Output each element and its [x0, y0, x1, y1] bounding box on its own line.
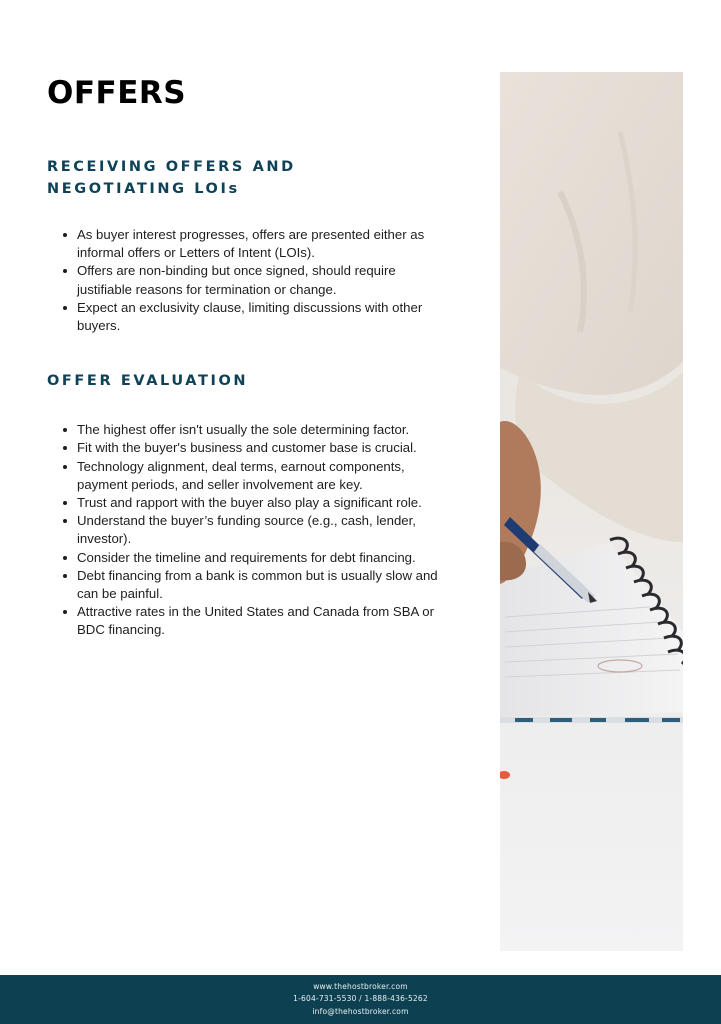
notebook-writing-illustration [500, 72, 683, 951]
section-heading-line: OFFER EVALUATION [47, 373, 249, 390]
list-item: Fit with the buyer's business and customer base is crucial. [47, 439, 449, 457]
list-item: Technology alignment, deal terms, earnout components, payment periods, and seller involvement are key. [47, 458, 449, 494]
list-item: Attractive rates in the United States and Canada from SBA or BDC financing. [47, 603, 449, 639]
sweater-shape [500, 72, 683, 395]
notebook-writing-photo [500, 72, 683, 951]
footer-phones: 1-604-731-5530 / 1-888-436-5262 [293, 994, 428, 1004]
footer-website[interactable]: www.thehostbroker.com [313, 981, 408, 991]
list-item: The highest offer isn't usually the sole determining factor. [47, 421, 449, 439]
list-item: Offers are non-binding but once signed, should require justifiable reasons for termination or change. [47, 262, 449, 298]
page-title: OFFERS [47, 75, 187, 111]
section-heading-line: RECEIVING OFFERS AND [47, 159, 296, 175]
section-heading-receiving-offers [47, 156, 459, 200]
section-heading-line: NEGOTIATING LOIs [47, 181, 240, 197]
list-item: Understand the buyer’s funding source (e.g., cash, lender, investor). [47, 512, 449, 548]
list-item: Expect an exclusivity clause, limiting discussions with other buyers. [47, 299, 449, 335]
list-item: Trust and rapport with the buyer also play a significant role. [47, 494, 449, 512]
list-item: Consider the timeline and requirements for debt financing. [47, 549, 449, 567]
offer-evaluation-list [47, 421, 449, 639]
footer-email[interactable]: info@thehostbroker.com [312, 1006, 409, 1016]
footer [0, 975, 721, 1024]
list-item: As buyer interest progresses, offers are presented either as informal offers or Letters of Intent (LOIs). [47, 226, 449, 262]
section-heading-offer-evaluation [47, 370, 459, 392]
receiving-offers-list [47, 226, 449, 335]
list-item: Debt financing from a bank is common but is usually slow and can be painful. [47, 567, 449, 603]
main-content [47, 72, 459, 640]
